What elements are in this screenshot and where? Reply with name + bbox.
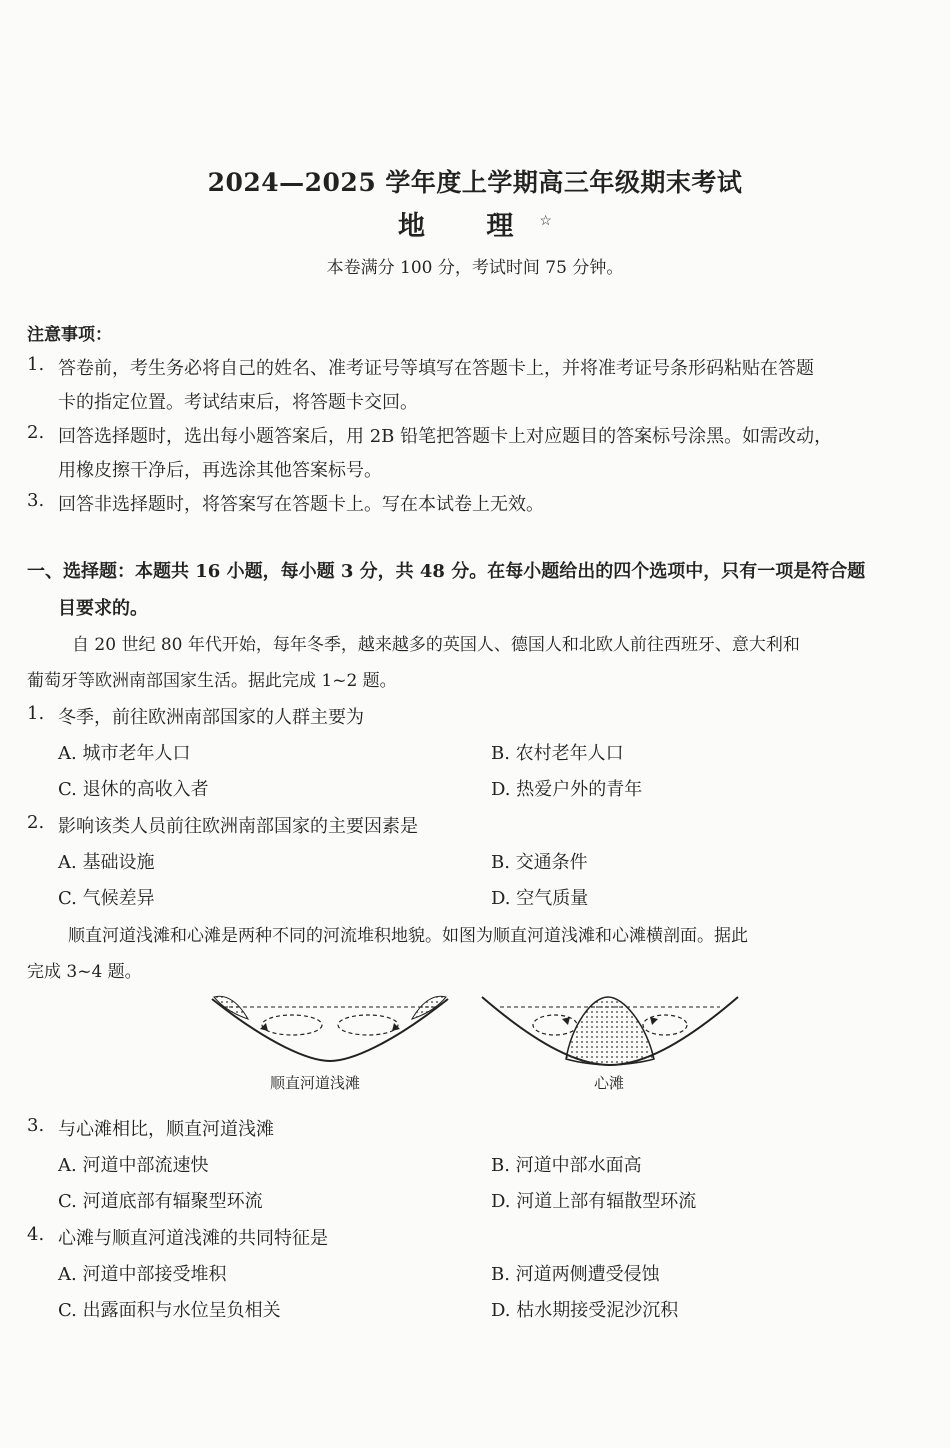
- notice-1-line1: 答卷前，考生务必将自己的姓名、准考证号等填写在答题卡上，并将准考证号条形码粘贴在答题: [58, 358, 814, 379]
- shoal-channel-bed: [212, 999, 448, 1061]
- q3-stem: 与心滩相比，顺直河道浅滩: [58, 1119, 274, 1140]
- shoal-left-circulation: [262, 1015, 322, 1035]
- bar-right-arrow-icon: [650, 1017, 658, 1025]
- mid-channel-bar-diagram: [482, 997, 738, 1065]
- q4-option-a[interactable]: A. 河道中部接受堆积: [58, 1264, 227, 1285]
- q1-num: 1.: [27, 703, 45, 724]
- notice-2-line2: 用橡皮擦干净后，再选涂其他答案标号。: [58, 460, 382, 481]
- q2-stem: 影响该类人员前往欧洲南部国家的主要因素是: [58, 816, 418, 837]
- shoal-caption: 顺直河道浅滩: [270, 1074, 361, 1092]
- bar-left-arrow-icon: [562, 1017, 570, 1025]
- passage1-line1: 自 20 世纪 80 年代开始，每年冬季，越来越多的英国人、德国人和北欧人前往西班牙、意大利和: [72, 635, 800, 655]
- q3-option-d[interactable]: D. 河道上部有辐散型环流: [491, 1191, 697, 1212]
- notice-2-line1: 回答选择题时，选出每小题答案后，用 2B 铅笔把答题卡上对应题目的答案标号涂黑。如需改动，: [58, 426, 833, 447]
- score-info: 本卷满分 100 分，考试时间 75 分钟。: [326, 258, 624, 278]
- mid-channel-bar-caption: 心滩: [594, 1074, 625, 1092]
- shoal-right-arrow-icon: [392, 1023, 400, 1031]
- q3-option-c[interactable]: C. 河道底部有辐聚型环流: [58, 1191, 263, 1212]
- bar-right-circulation: [643, 1015, 687, 1035]
- shoal-right-circulation: [338, 1015, 398, 1035]
- q1-option-d[interactable]: D. 热爱户外的青年: [491, 779, 643, 800]
- shoal-diagram: [212, 996, 448, 1061]
- notice-heading: 注意事项：: [27, 325, 112, 345]
- q2-option-b[interactable]: B. 交通条件: [491, 852, 588, 873]
- q4-option-c[interactable]: C. 出露面积与水位呈负相关: [58, 1300, 281, 1321]
- section1-heading-line1: 一、选择题：本题共 16 小题，每小题 3 分，共 48 分。在每小题给出的四个选项中，只有一项是符合题: [27, 561, 866, 582]
- shoal-right-bank-deposit: [412, 996, 446, 1019]
- q4-option-d[interactable]: D. 枯水期接受泥沙沉积: [491, 1300, 679, 1321]
- notice-3-num: 3.: [27, 490, 45, 511]
- q4-stem: 心滩与顺直河道浅滩的共同特征是: [58, 1228, 328, 1249]
- exam-title: 2024—2025 学年度上学期高三年级期末考试: [207, 168, 743, 197]
- subject-name: 地 理: [398, 211, 540, 242]
- q2-num: 2.: [27, 812, 45, 833]
- passage1-line2: 葡萄牙等欧洲南部国家生活。据此完成 1~2 题。: [27, 671, 397, 691]
- q2-option-a[interactable]: A. 基础设施: [58, 852, 155, 873]
- q3-option-b[interactable]: B. 河道中部水面高: [491, 1155, 642, 1176]
- subject-star-mark: ☆: [539, 213, 552, 229]
- q3-option-a[interactable]: A. 河道中部流速快: [58, 1155, 209, 1176]
- q2-option-d[interactable]: D. 空气质量: [491, 888, 589, 909]
- notice-2-num: 2.: [27, 422, 45, 443]
- section1-heading-line2: 目要求的。: [58, 598, 148, 619]
- q3-num: 3.: [27, 1115, 45, 1136]
- q1-option-a[interactable]: A. 城市老年人口: [58, 743, 191, 764]
- bar-left-circulation: [533, 1015, 577, 1035]
- notice-1-line2: 卡的指定位置。考试结束后，将答题卡交回。: [58, 392, 418, 413]
- shoal-left-bank-deposit: [214, 996, 248, 1019]
- notice-3-line1: 回答非选择题时，将答案写在答题卡上。写在本试卷上无效。: [58, 494, 544, 515]
- subject-title: [0, 204, 950, 243]
- passage2-line1: 顺直河道浅滩和心滩是两种不同的河流堆积地貌。如图为顺直河道浅滩和心滩横剖面。据此: [68, 926, 748, 946]
- q4-option-b[interactable]: B. 河道两侧遭受侵蚀: [491, 1264, 660, 1285]
- q2-option-c[interactable]: C. 气候差异: [58, 888, 155, 909]
- shoal-left-arrow-icon: [260, 1023, 268, 1031]
- q1-option-c[interactable]: C. 退休的高收入者: [58, 779, 209, 800]
- q4-num: 4.: [27, 1224, 45, 1245]
- passage2-line2: 完成 3~4 题。: [27, 962, 142, 982]
- notice-1-num: 1.: [27, 354, 45, 375]
- q1-option-b[interactable]: B. 农村老年人口: [491, 743, 624, 764]
- q1-stem: 冬季，前往欧洲南部国家的人群主要为: [58, 707, 364, 728]
